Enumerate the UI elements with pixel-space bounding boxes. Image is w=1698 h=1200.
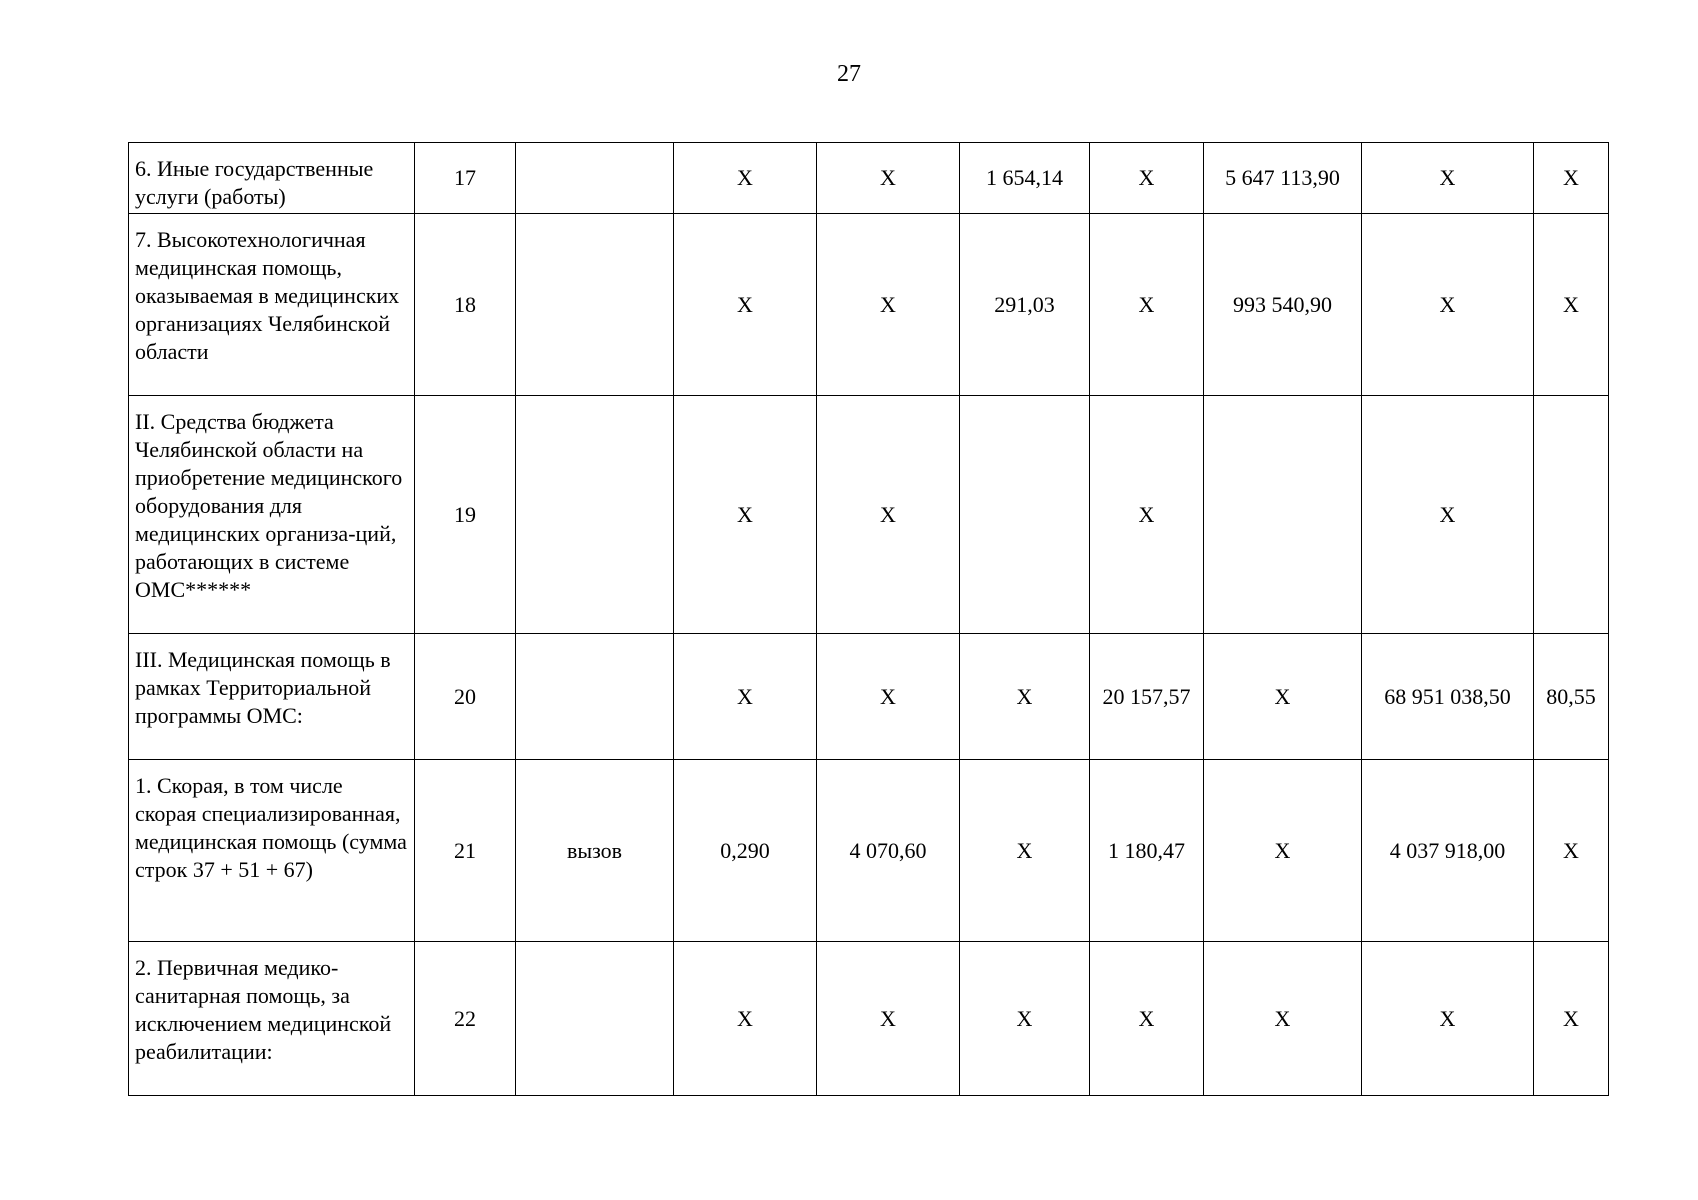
value-cell: 4 070,60 — [817, 760, 960, 942]
value-cell: 1 654,14 — [960, 143, 1090, 214]
value-cell: Х — [674, 942, 817, 1096]
value-cell — [1204, 396, 1362, 634]
table-row — [129, 143, 1609, 214]
row-name-cell: II. Средства бюджета Челябинской области на приобретение медицинского оборудования для медицинских организа-ций, работающих в системе ОМС****** — [129, 396, 415, 634]
value-cell: 291,03 — [960, 214, 1090, 396]
value-cell: Х — [674, 143, 817, 214]
value-cell: Х — [1090, 396, 1204, 634]
table-row — [129, 634, 1609, 760]
value-cell: Х — [1090, 214, 1204, 396]
value-cell: 993 540,90 — [1204, 214, 1362, 396]
row-number-cell: 21 — [415, 760, 516, 942]
value-cell: Х — [1534, 942, 1609, 1096]
value-cell: 68 951 038,50 — [1362, 634, 1534, 760]
value-cell: Х — [674, 634, 817, 760]
value-cell: Х — [1362, 396, 1534, 634]
unit-cell — [516, 143, 674, 214]
value-cell: 20 157,57 — [1090, 634, 1204, 760]
value-cell: 5 647 113,90 — [1204, 143, 1362, 214]
unit-cell — [516, 214, 674, 396]
row-name-cell: 7. Высокотехнологичная медицинская помощь, оказываемая в медицинских организациях Челябинской области — [129, 214, 415, 396]
value-cell: Х — [1090, 942, 1204, 1096]
value-cell: Х — [1534, 760, 1609, 942]
row-name-cell: 2. Первичная медико-санитарная помощь, за исключением медицинской реабилитации: — [129, 942, 415, 1096]
unit-cell — [516, 396, 674, 634]
value-cell: Х — [1090, 143, 1204, 214]
value-cell: Х — [1204, 942, 1362, 1096]
value-cell: Х — [1204, 760, 1362, 942]
value-cell: Х — [674, 214, 817, 396]
table-row — [129, 396, 1609, 634]
value-cell: Х — [674, 396, 817, 634]
value-cell: 80,55 — [1534, 634, 1609, 760]
row-number-cell: 17 — [415, 143, 516, 214]
row-number-cell: 18 — [415, 214, 516, 396]
row-number-cell: 22 — [415, 942, 516, 1096]
data-table — [128, 142, 1609, 1096]
value-cell: Х — [1534, 143, 1609, 214]
value-cell: Х — [817, 143, 960, 214]
row-name-cell: 1. Скорая, в том числе скорая специализированная, медицинская помощь (сумма строк 37 + 51 + 67) — [129, 760, 415, 942]
table-row — [129, 214, 1609, 396]
value-cell: 4 037 918,00 — [1362, 760, 1534, 942]
table-row — [129, 942, 1609, 1096]
unit-cell — [516, 634, 674, 760]
value-cell — [960, 396, 1090, 634]
value-cell: Х — [960, 942, 1090, 1096]
value-cell: Х — [1204, 634, 1362, 760]
value-cell: Х — [1362, 143, 1534, 214]
value-cell: Х — [817, 396, 960, 634]
value-cell: Х — [817, 942, 960, 1096]
value-cell: 0,290 — [674, 760, 817, 942]
page-number: 27 — [837, 61, 861, 87]
value-cell: Х — [960, 760, 1090, 942]
table-row — [129, 760, 1609, 942]
row-number-cell: 19 — [415, 396, 516, 634]
value-cell: Х — [817, 214, 960, 396]
unit-cell: вызов — [516, 760, 674, 942]
value-cell: Х — [960, 634, 1090, 760]
row-name-cell: 6. Иные государственные услуги (работы) — [129, 143, 415, 214]
row-name-cell: III. Медицинская помощь в рамках Территориальной программы ОМС: — [129, 634, 415, 760]
row-number-cell: 20 — [415, 634, 516, 760]
value-cell — [1534, 396, 1609, 634]
value-cell: Х — [1362, 214, 1534, 396]
value-cell: Х — [1534, 214, 1609, 396]
unit-cell — [516, 942, 674, 1096]
value-cell: Х — [1362, 942, 1534, 1096]
value-cell: Х — [817, 634, 960, 760]
value-cell: 1 180,47 — [1090, 760, 1204, 942]
